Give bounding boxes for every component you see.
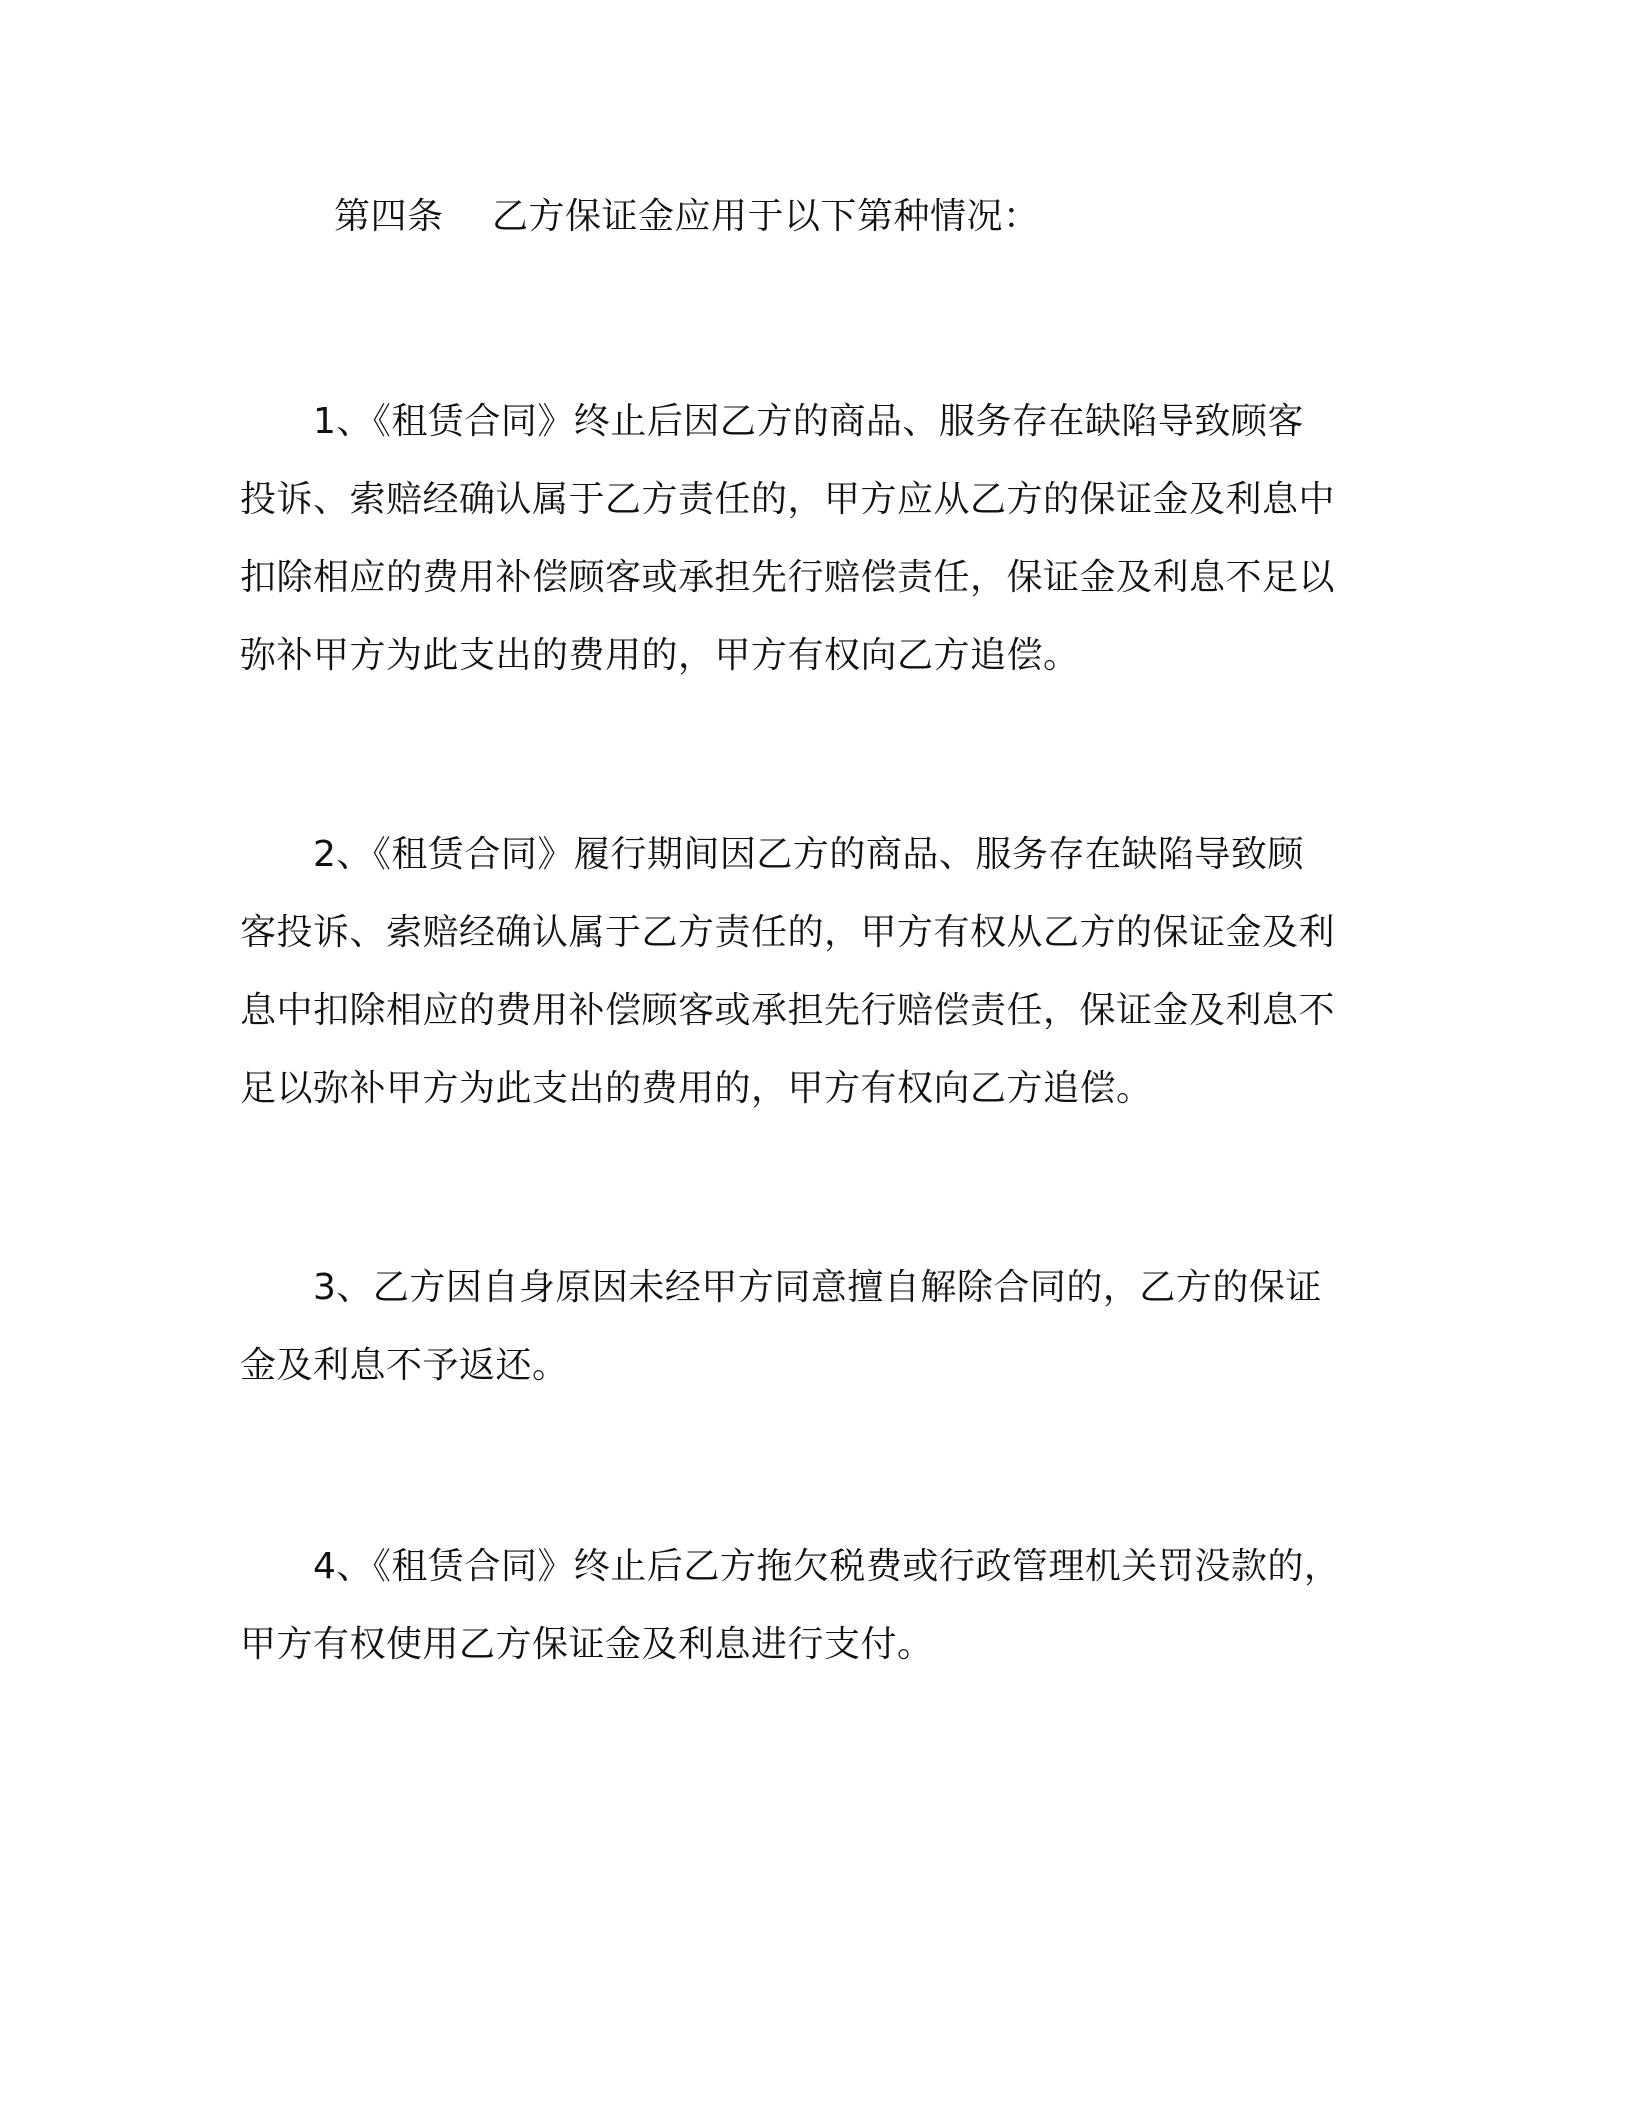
clause-2-line-3: 息中扣除相应的费用补偿顾客或承担先行赔偿责任，保证金及利息不 bbox=[240, 990, 1336, 1031]
clause-2-line-4: 足以弥补甲方为此支出的费用的，甲方有权向乙方追偿。 bbox=[240, 1068, 1153, 1109]
article-heading-text: 第四条 乙方保证金应用于以下第种情况： bbox=[334, 196, 1040, 237]
clause-3-line-2: 金及利息不予返还。 bbox=[240, 1345, 569, 1386]
clause-4 bbox=[240, 1528, 1380, 1684]
article-heading bbox=[334, 178, 1474, 256]
clause-3-line-1: 3、乙方因自身原因未经甲方同意擅自解除合同的，乙方的保证 bbox=[240, 1267, 1322, 1308]
clause-4-line-1: 4、《租赁合同》终止后乙方拖欠税费或行政管理机关罚没款的， bbox=[240, 1546, 1341, 1587]
clause-2 bbox=[240, 816, 1380, 1128]
clause-1-line-3: 扣除相应的费用补偿顾客或承担先行赔偿责任，保证金及利息不足以 bbox=[240, 557, 1336, 598]
clause-1-line-4: 弥补甲方为此支出的费用的，甲方有权向乙方追偿。 bbox=[240, 635, 1080, 676]
clause-1-line-1: 1、《租赁合同》终止后因乙方的商品、服务存在缺陷导致顾客 bbox=[240, 401, 1304, 442]
clause-2-line-1: 2、《租赁合同》履行期间因乙方的商品、服务存在缺陷导致顾 bbox=[240, 834, 1304, 875]
clause-3 bbox=[240, 1249, 1380, 1405]
clause-1-line-2: 投诉、索赔经确认属于乙方责任的，甲方应从乙方的保证金及利息中 bbox=[240, 479, 1336, 520]
clause-1 bbox=[240, 383, 1380, 695]
clause-4-line-2: 甲方有权使用乙方保证金及利息进行支付。 bbox=[240, 1624, 934, 1665]
clause-2-line-2: 客投诉、索赔经确认属于乙方责任的，甲方有权从乙方的保证金及利 bbox=[240, 912, 1336, 953]
